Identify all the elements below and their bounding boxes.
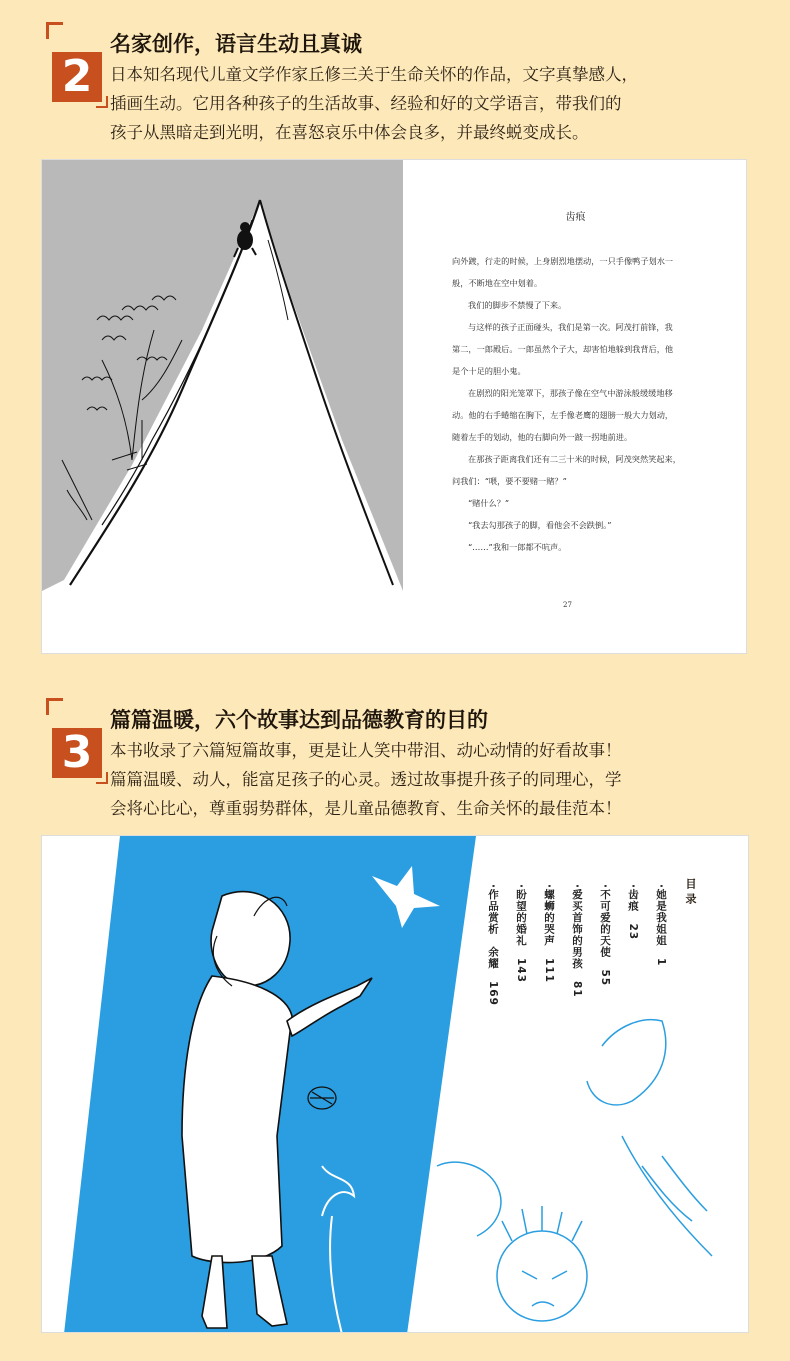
description-line: 会将心比心，尊重弱势群体，是儿童品德教育、生命关怀的最佳范本！ (110, 799, 622, 818)
toc-item: ·作品赏析 余耀 169 (487, 884, 499, 1006)
story-line: 动。他的右手蜷缩在胸下，左手像老鹰的翅膀一般大力划动， (452, 410, 674, 420)
description-line: 插画生动。它用各种孩子的生活故事、经验和好的文学语言，带我们的 (110, 94, 622, 113)
story-line: “我去勾那孩子的脚，看他会不会跌倒。” (468, 520, 612, 530)
badge-tick-decoration (96, 772, 108, 784)
story-line: 第二，一郎殿后。一郎虽然个子大，却害怕地躲到我背后，他 (452, 344, 674, 354)
story-line: 随着左手的划动，他的右脚向外一跛一拐地前进。 (452, 432, 633, 442)
section-number-badge: 3 (52, 728, 102, 778)
story-title: 齿痕 (565, 212, 586, 223)
toc-item: ·爱买首饰的男孩 81 (571, 884, 583, 998)
description-line: 日本知名现代儿童文学作家丘修三关于生命关怀的作品，文字真挚感人， (110, 65, 638, 84)
story-line: 向外踱，行走的时候，上身剧烈地摆动，一只手像鸭子划水一 (452, 256, 674, 266)
section-description (110, 60, 760, 147)
story-line: “赌什么？” (468, 498, 510, 508)
section-number-badge: 2 (52, 52, 102, 102)
section-title: 名家创作，语言生动且真诚 (110, 32, 362, 56)
page-number: 27 (563, 601, 572, 609)
book-spread-contents-page (41, 835, 749, 1333)
story-line: “……”我和一郎都不吭声。 (468, 542, 567, 552)
toc-item: ·齿痕 23 (627, 884, 639, 941)
girl-illustration (42, 836, 749, 1333)
description-line: 孩子从黑暗走到光明，在喜怒哀乐中体会良多，并最终蜕变成长。 (110, 123, 589, 142)
story-line: 在那孩子距离我们还有二三十米的时候，阿茂突然笑起来， (468, 454, 681, 464)
story-line: 与这样的孩子正面碰头，我们是第一次。阿茂打前锋，我 (468, 322, 673, 332)
mountain-illustration (42, 160, 403, 591)
story-line: 般，不断地在空中划着。 (452, 278, 543, 288)
story-line: 我们的脚步不禁慢了下来。 (468, 300, 567, 310)
illustration-page (42, 160, 403, 591)
story-line: 问我们：“喂，要不要赌一赌？” (452, 476, 567, 486)
text-page (403, 160, 747, 609)
toc-item: ·她是我姐姐 1 (655, 884, 667, 967)
story-line: 在剧烈的阳光笼罩下，那孩子像在空气中游泳般缓缓地移 (468, 388, 673, 398)
description-line: 篇篇温暖、动人，能富足孩子的心灵。透过故事提升孩子的同理心，学 (110, 770, 622, 789)
toc-item: ·不可爱的天使 55 (599, 884, 611, 987)
badge-tick-decoration (96, 96, 108, 108)
contents-heading: 目录 (684, 878, 697, 908)
book-spread-story-page (41, 159, 747, 654)
story-line: 是个十足的胆小鬼。 (452, 366, 526, 376)
badge-corner-decoration (46, 22, 63, 39)
toc-item: ·螺蛳的哭声 111 (543, 884, 555, 983)
section-title: 篇篇温暖，六个故事达到品德教育的目的 (110, 708, 488, 732)
toc-item: ·盼望的婚礼 143 (515, 884, 527, 983)
description-line: 本书收录了六篇短篇故事，更是让人笑中带泪、动心动情的好看故事！ (110, 741, 622, 760)
story-text (452, 250, 727, 558)
badge-corner-decoration (46, 698, 63, 715)
section-description (110, 736, 760, 823)
